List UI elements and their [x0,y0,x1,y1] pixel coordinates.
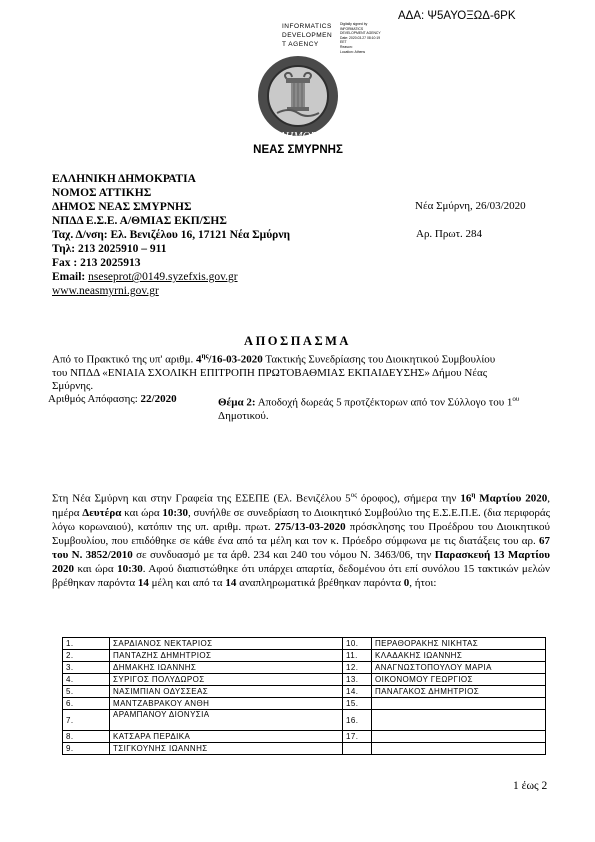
signature-agency-name [282,22,332,49]
body-text: και ώρα [74,562,118,575]
theme-label: Θέμα 2: [218,396,256,409]
member-number: 6. [63,698,110,710]
member-name: ΚΛΑΔΑΚΗΣ ΙΩΑΝΝΗΣ [372,650,546,662]
body-text: όροφος), σήμερα την [356,492,461,505]
table-row [63,674,546,686]
meeting-month: Μαρτίου 2020 [475,492,548,505]
member-name [372,731,546,743]
table-row [63,686,546,698]
intro-paragraph [52,350,552,393]
signature-detail-line: Location: Athens [340,49,366,54]
signature-details [340,22,392,54]
member-number [343,743,372,755]
member-number: 13. [343,674,372,686]
member-number: 9. [63,743,110,755]
member-number: 15. [343,698,372,710]
website-link[interactable]: www.neasmyrni.gov.gr [52,285,159,297]
table-row [63,743,546,755]
member-name: ΑΡΑΜΠΑΝΟΥ ΔΙΟΝΥΣΙΑ [110,710,343,731]
header-line-1: ΕΛΛΗΝΙΚΗ ΔΗΜΟΚΡΑΤΙΑ [52,173,196,185]
table-row [63,698,546,710]
member-name [372,698,546,710]
invitation-time: 10:30 [117,562,143,575]
member-number: 8. [63,731,110,743]
member-name: ΑΝΑΓΝΩΣΤΟΠΟΥΛΟΥ ΜΑΡΙΑ [372,662,546,674]
member-number: 2. [63,650,110,662]
meeting-body-paragraph [52,488,550,590]
member-number: 17. [343,731,372,743]
decision-theme [218,393,553,423]
member-name: ΟΙΚΟΝΟΜΟΥ ΓΕΩΡΓΙΟΣ [372,674,546,686]
member-name: ΠΕΡΑΘΟΡΑΚΗΣ ΝΙΚΗΤΑΣ [372,638,546,650]
signature-detail-line: EET [340,40,347,45]
header-line-2: ΝΟΜΟΣ ΑΤΤΙΚΗΣ [52,187,152,199]
meeting-date: /16-03-2020 [208,353,263,366]
body-text: μέλη και από τα [148,576,226,589]
meeting-ordinal: ης [201,352,209,360]
member-number: 12. [343,662,372,674]
signature-detail-line: DEVELOPMENT AGENCY [340,31,381,36]
email-label: Email: [52,271,86,283]
body-text: αναπληρωματικά βρέθηκαν παρόντα [236,576,404,589]
member-name [372,743,546,755]
meeting-time: 10:30 [162,506,189,519]
member-number: 5. [63,686,110,698]
municipality-logo [250,56,346,160]
body-text: . Αφού διαπιστώθηκε ότι υπάρχει απαρτία, δεδομένου ότι επί συνόλου 15 τακτικών μελών βρέθηκαν παρόντα [52,562,550,589]
logo-column-icon [267,65,329,127]
member-number: 3. [63,662,110,674]
member-name: ΣΑΡΔΙΑΝΟΣ ΝΕΚΤΑΡΙΟΣ [110,638,343,650]
signature-detail-line: INFORMATICS [340,26,364,31]
table-row [63,662,546,674]
alternates-present-count: 0 [403,576,410,589]
intro-line-2: του ΝΠΔΔ «ΕΝΙΑΙΑ ΣΧΟΛΙΚΗ ΕΠΙΤΡΟΠΗ ΠΡΩΤΟΒΑΘΜΙΑΣ ΕΚΠΑΙΔΕΥΣΗΣ» Δήμου Νέας [52,366,488,379]
body-text: σε συνδυασμό με τα άρθ. 234 και 240 του νόμου Ν. 3463/06, την [132,548,435,561]
document-date: Νέα Σμύρνη, 26/03/2020 [415,200,526,212]
table-row [63,731,546,743]
theme-ordinal: ου [512,395,520,403]
member-number: 11. [343,650,372,662]
meeting-number: 4 [195,353,202,366]
member-name: ΤΣΙΓΚΟΥΝΗΣ ΙΩΑΝΝΗΣ [110,743,343,755]
theme-line-2: Δημοτικού. [218,409,269,422]
members-present-count: 14 [137,576,149,589]
logo-caption: ΔΗΜΟΣ [278,130,318,142]
law-reference: 67 του Ν. 3852/2010 [52,534,550,561]
member-number: 14. [343,686,372,698]
signature-agency-line: DEVELOPMEN [282,32,333,39]
theme-text: Αποδοχή δωρεάς 5 προτζέκτορων από τον Σύλλογο του 1 [255,396,513,409]
header-fax: Fax : 213 2025913 [52,257,141,269]
body-text: πρόσκλησης του Προέδρου του Διοικητικού Συμβουλίου, που επιδόθηκε σε κάθε ένα από τα μέλη και τον κ. Πρόεδρο σύμφωνα με τις διατάξεις του αρ. [52,520,551,547]
meeting-weekday: Δευτέρα [82,506,122,519]
member-name: ΜΑΝΤΖΑΒΡΑΚΟΥ ΑΝΘΗ [110,698,343,710]
document-title: ΑΠΟΣΠΑΣΜΑ [244,334,351,348]
header-line-4: ΝΠΔΔ Ε.Σ.Ε. Α/ΘΜΙΑΣ ΕΚΠ/ΣΗΣ [52,215,227,227]
signature-detail-line: Reason: [340,44,353,49]
table-row [63,710,546,731]
signature-agency-line: INFORMATICS [282,23,332,30]
email-link[interactable]: nseseprot@0149.syzefxis.gov.gr [88,271,238,283]
invitation-date: Παρασκευή 13 Μαρτίου 2020 [52,548,550,575]
member-name: ΣΥΡΙΓΟΣ ΠΟΛΥΔΩΡΟΣ [110,674,343,686]
signature-agency-line: T AGENCY [282,41,319,48]
member-number: 4. [63,674,110,686]
member-name: ΠΑΝΑΓΑΚΟΣ ΔΗΜΗΤΡΙΟΣ [372,686,546,698]
body-text: , ήτοι: [409,576,437,589]
ada-code: ΑΔΑ: Ψ5ΑΥΟΞΩΔ-6ΡΚ [398,10,516,22]
logo-emblem [258,56,338,136]
decision-value: 22/2020 [140,393,177,405]
logo-municipality-name: ΝΕΑΣ ΣΜΥΡΝΗΣ [253,144,343,156]
intro-line-1 [52,350,552,367]
member-name [372,710,546,731]
floor-ordinal: ος [350,491,357,499]
members-table [62,637,546,755]
decision-label: Αριθμός Απόφασης: [48,393,141,405]
signature-detail-line: Digitally signed by [340,22,368,26]
body-text: , ημέρα [52,492,550,519]
header-address: Ταχ. Δ/νση: Ελ. Βενιζέλου 16, 17121 Νέα Σμύρνη [52,229,290,241]
table-row [63,638,546,650]
member-number: 10. [343,638,372,650]
member-number: 7. [63,710,110,731]
header-phone: Τηλ: 213 2025910 – 911 [52,243,167,255]
body-text: , συνήλθε σε συνεδρίαση το Διοικητικό Συμβούλιο της Ε.Σ.Ε.Π.Ε. (δια περιφοράς λόγω κορωναιού), κατόπιν της υπ. αριθμ. πρωτ. [52,506,550,533]
invitation-number: 275/13-03-2020 [274,520,346,533]
member-name: ΝΑΣΙΜΠΙΑΝ ΟΔΥΣΣΕΑΣ [110,686,343,698]
intro-line-3: Σμύρνης. [52,379,94,392]
member-number: 1. [63,638,110,650]
alternates-total: 14 [225,576,237,589]
table-row [63,650,546,662]
decision-number [48,393,177,406]
header-website [52,284,159,298]
member-name: ΚΑΤΣΑΡΑ ΠΕΡΔΙΚΑ [110,731,343,743]
header-line-3: ΔΗΜΟΣ ΝΕΑΣ ΣΜΥΡΝΗΣ [52,201,192,213]
protocol-number: Αρ. Πρωτ. 284 [416,228,483,240]
body-text: και ώρα [121,506,163,519]
intro-text: Από το Πρακτικό της υπ' αριθμ. [52,353,196,366]
signature-detail-line: Date: 2020.03.27 08:10:19 [340,35,381,40]
meeting-day: 16 [460,492,472,505]
day-ordinal: η [471,491,476,499]
member-name: ΠΑΝΤΑΖΗΣ ΔΗΜΗΤΡΙΟΣ [110,650,343,662]
member-number: 16. [343,710,372,731]
intro-text: Τακτικής Συνεδρίασης του Διοικητικού Συμβουλίου [262,353,496,366]
body-text: Στη Νέα Σμύρνη και στην Γραφεία της ΕΣΕΠΕ (Ελ. Βενιζέλου 5 [52,492,351,505]
member-name: ΔΗΜΑΚΗΣ ΙΩΑΝΝΗΣ [110,662,343,674]
page-number: 1 έως 2 [513,780,548,792]
header-email [52,270,238,284]
